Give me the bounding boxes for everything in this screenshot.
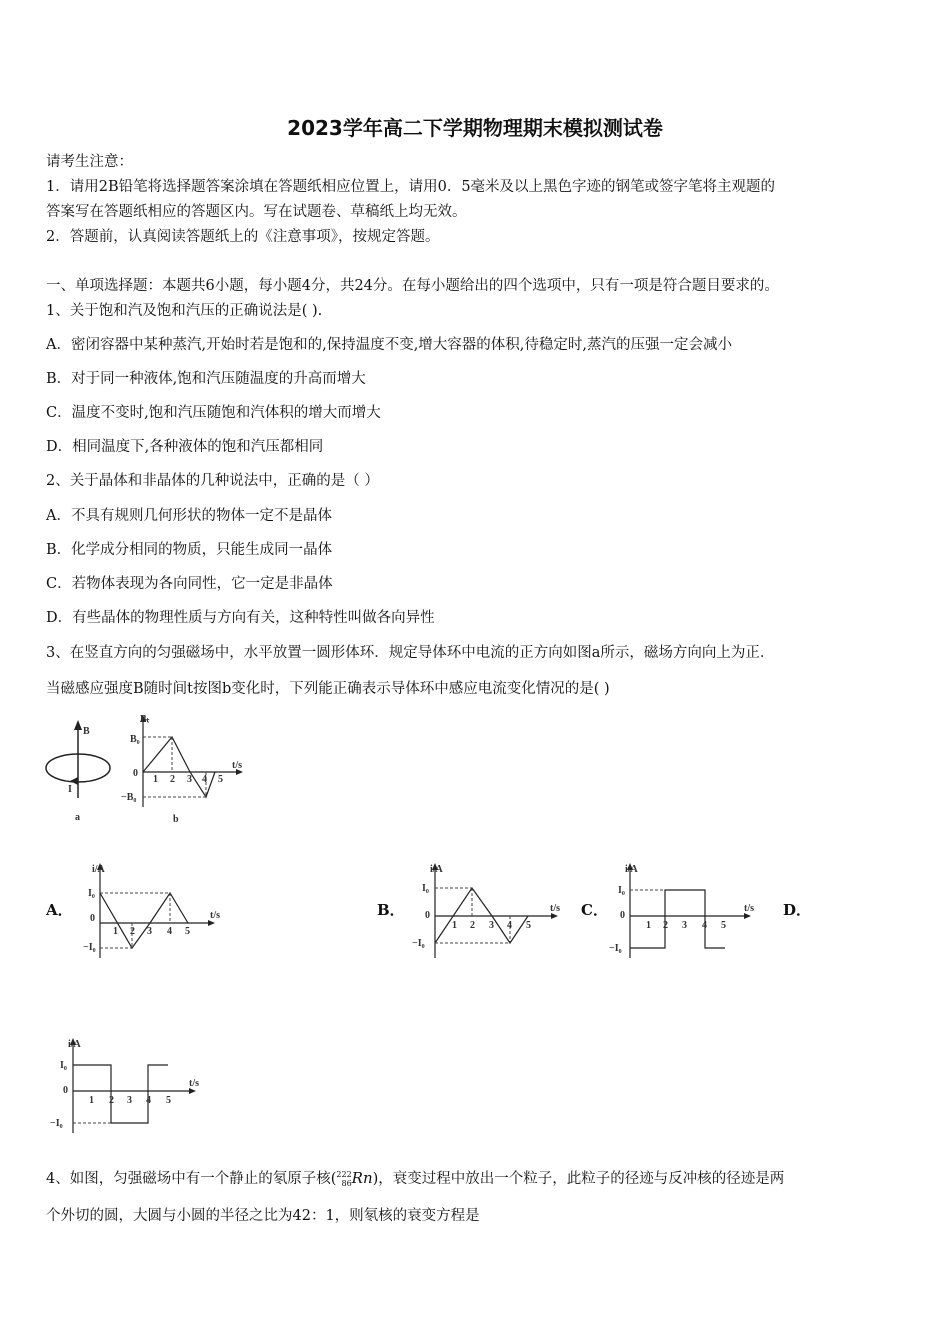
q1-option-a: A．密闭容器中某种蒸汽,开始时若是饱和的,保持温度不变,增大容器的体积,待稳定时,蒸汽的压强一定会减小 (46, 337, 733, 353)
option-d-tick-3: 3 (127, 1095, 132, 1106)
option-c-i0: I₀ (618, 885, 625, 896)
option-a-tick-5: 5 (185, 926, 190, 937)
q3-option-d-label: D． (783, 901, 812, 919)
q4-stem-1 (46, 1168, 784, 1189)
figure-b-tick-4: 4 (202, 774, 207, 785)
option-d-tick-2: 2 (109, 1095, 114, 1106)
option-a-zero: 0 (90, 913, 95, 924)
option-d-neg-i0: −I₀ (50, 1118, 63, 1129)
option-b-tick-2: 2 (470, 920, 475, 931)
figure-a-caption: a (75, 812, 80, 823)
notice-line-1: 1．请用2B铅笔将选择题答案涂填在答题纸相应位置上，请用0．5毫米及以上黑色字迹的钢笔或签字笔将主观题的 (46, 179, 776, 195)
figure-b-negb0-label: −B₀ (121, 792, 137, 803)
figure-a-ring (40, 718, 130, 828)
q2-stem: 2、关于晶体和非晶体的几种说法中，正确的是（ ） (46, 473, 379, 489)
option-a-tick-2: 2 (130, 926, 135, 937)
figure-b-caption: b (173, 814, 179, 825)
figure-b-zero: 0 (133, 768, 138, 779)
option-a-curve (100, 893, 188, 948)
option-d-curve (73, 1065, 168, 1123)
option-b-tick-4: 4 (507, 920, 512, 931)
option-d-tick-4: 4 (146, 1095, 151, 1106)
option-a-tick-3: 3 (147, 926, 152, 937)
figure-b-graph (118, 712, 248, 828)
q1-option-d: D．相同温度下,各种液体的饱和汽压都相同 (46, 439, 324, 455)
option-b-t-label: t/s (550, 903, 560, 914)
section-heading: 一、单项选择题：本题共6小题，每小题4分，共24分。在每小题给出的四个选项中，只有一项是符合题目要求的。 (46, 278, 779, 294)
figure-b-tick-1: 1 (153, 774, 158, 785)
option-c-tick-5: 5 (721, 920, 726, 931)
radon-isotope (336, 1169, 372, 1187)
option-c-tick-1: 1 (646, 920, 651, 931)
option-d-tick-1: 1 (89, 1095, 94, 1106)
option-d-zero: 0 (63, 1085, 68, 1096)
figure-b-curve (143, 737, 215, 797)
option-a-neg-i0: −I₀ (83, 942, 96, 953)
figure-a-b-label: B (83, 726, 90, 737)
isotope-symbol: Rn (351, 1169, 373, 1187)
option-b-tick-3: 3 (489, 920, 494, 931)
notice-heading: 请考生注意： (46, 154, 133, 170)
option-c-tick-3: 3 (682, 920, 687, 931)
option-a-y-label: i/A (92, 864, 105, 875)
option-c-neg-i0: −I₀ (609, 943, 622, 954)
option-b-graph (410, 858, 570, 968)
option-b-i0: I₀ (422, 883, 429, 894)
q2-option-a: A．不具有规则几何形状的物体一定不是晶体 (46, 508, 332, 524)
exam-title: 2023学年高二下学期物理期末模拟测试卷 (287, 116, 663, 140)
option-a-graph (80, 858, 230, 968)
isotope-number: 86 (341, 1179, 352, 1188)
option-a-i0: I₀ (88, 888, 95, 899)
option-c-tick-4: 4 (702, 920, 707, 931)
figure-a-i-label: I (68, 784, 72, 795)
q3-option-a-label: A． (46, 901, 73, 919)
isotope-mass: 222 (336, 1170, 352, 1179)
option-a-tick-1: 1 (113, 926, 118, 937)
option-c-y-label: i/A (625, 864, 638, 875)
q2-option-d: D．有些晶体的物理性质与方向有关，这种特性叫做各向异性 (46, 610, 435, 626)
option-d-i0: I₀ (60, 1060, 67, 1071)
q1-option-b: B．对于同一种液体,饱和汽压随温度的升高而增大 (46, 371, 366, 387)
q1-stem: 1、关于饱和汽及饱和汽压的正确说法是( ). (46, 303, 323, 319)
q4-stem-1b: )，衰变过程中放出一个粒子，此粒子的径迹与反冲核的径迹是两 (372, 1171, 785, 1187)
option-c-graph (608, 858, 763, 968)
q2-option-c: C．若物体表现为各向同性，它一定是非晶体 (46, 576, 333, 592)
option-c-t-label: t/s (744, 903, 754, 914)
option-d-y-label: i/A (68, 1039, 81, 1050)
q3-stem-2: 当磁感应强度B随时间t按图b变化时，下列能正确表示导体环中感应电流变化情况的是( ) (46, 681, 610, 697)
option-d-graph (48, 1033, 208, 1143)
option-d-t-label: t/s (189, 1078, 199, 1089)
option-c-zero: 0 (620, 910, 625, 921)
figure-b-t-label: t/s (232, 760, 242, 771)
q4-stem-2: 个外切的圆，大圆与小圆的半径之比为42：1，则氡核的衰变方程是 (46, 1208, 480, 1224)
option-d-tick-5: 5 (166, 1095, 171, 1106)
q3-option-c-label: C． (581, 901, 608, 919)
figure-b-tick-3: 3 (187, 774, 192, 785)
option-a-tick-4: 4 (167, 926, 172, 937)
option-b-zero: 0 (425, 910, 430, 921)
option-a-t-label: t/s (210, 910, 220, 921)
figure-b-b0-label: B₀ (130, 734, 140, 745)
q3-stem-1: 3、在竖直方向的匀强磁场中，水平放置一圆形体环．规定导体环中电流的正方向如图a所示，磁场方向向上为正． (46, 645, 775, 661)
q3-option-b-label: B． (377, 901, 405, 919)
option-b-neg-i0: −I₀ (412, 938, 425, 949)
q2-option-b: B．化学成分相同的物质，只能生成同一晶体 (46, 542, 333, 558)
notice-line-2: 2．答题前，认真阅读答题纸上的《注意事项》，按规定答题。 (46, 229, 440, 245)
figure-b-tick-5: 5 (218, 774, 223, 785)
figure-b-y-label: Bₜ (140, 714, 150, 725)
q1-option-c: C．温度不变时,饱和汽压随饱和汽体积的增大而增大 (46, 405, 381, 421)
option-b-tick-1: 1 (452, 920, 457, 931)
figure-b-tick-2: 2 (170, 774, 175, 785)
option-b-y-label: i/A (430, 864, 443, 875)
option-c-curve (630, 890, 725, 948)
option-c-tick-2: 2 (663, 920, 668, 931)
option-b-tick-5: 5 (526, 920, 531, 931)
notice-line-1b: 答案写在答题纸相应的答题区内。写在试题卷、草稿纸上均无效。 (46, 204, 467, 220)
q4-stem-1a: 4、如图，匀强磁场中有一个静止的氡原子核( (46, 1171, 337, 1187)
